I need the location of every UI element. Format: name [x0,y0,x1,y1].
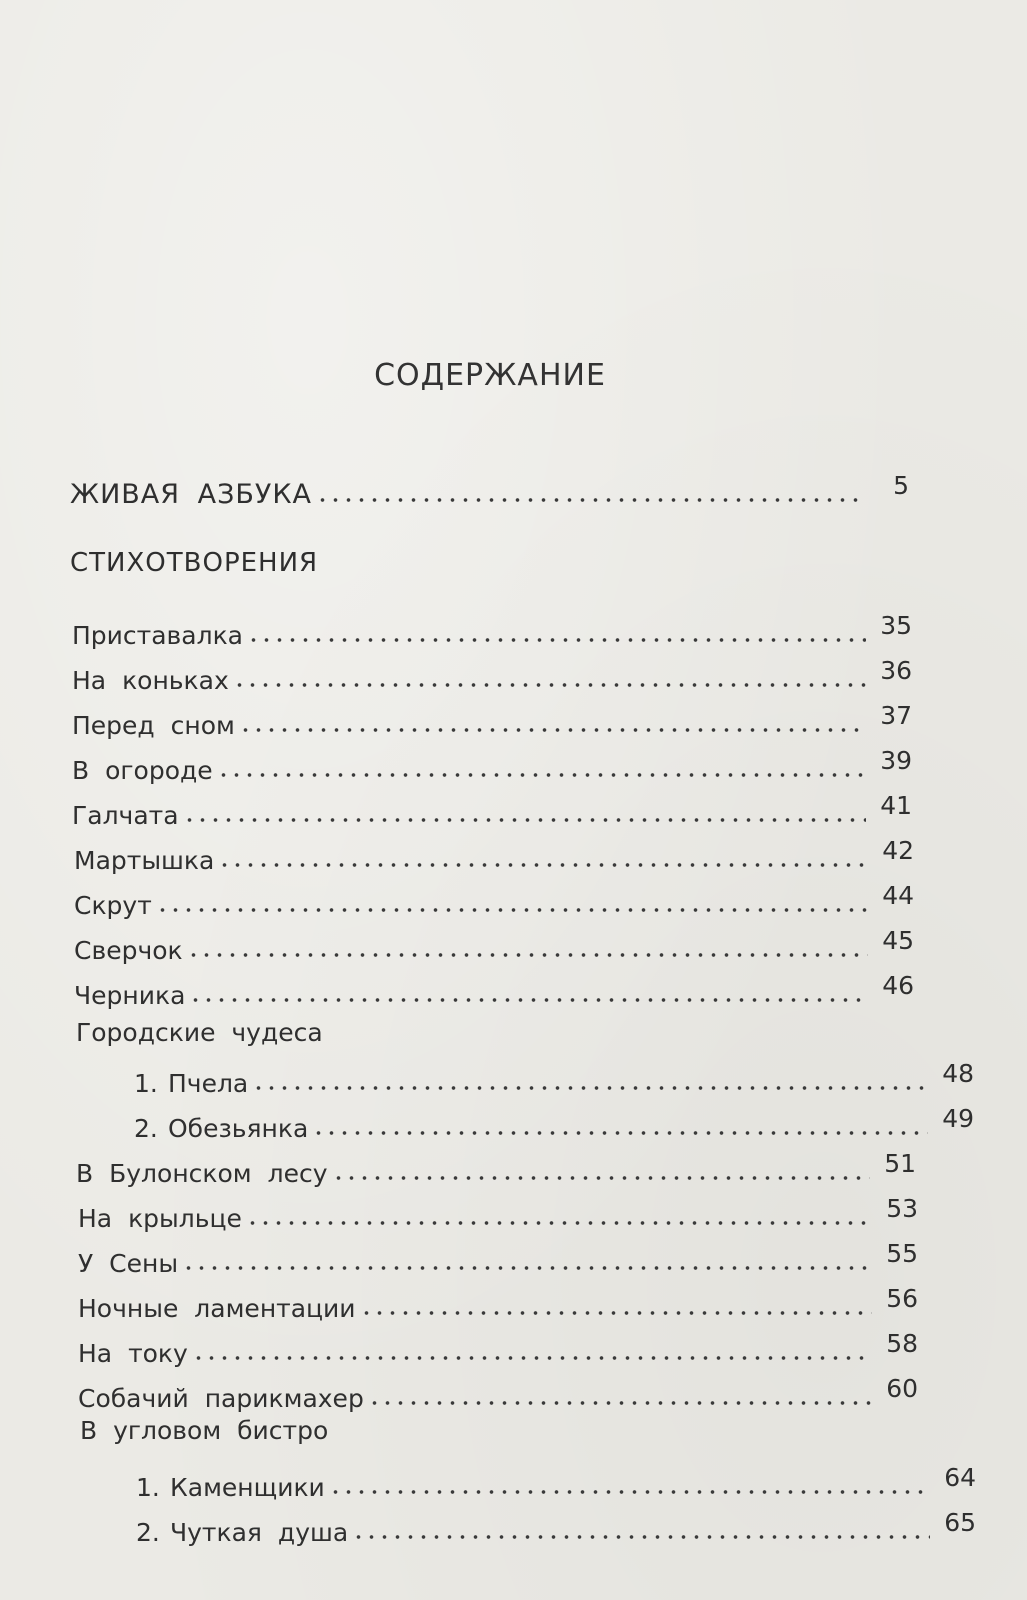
toc-subentry [76,1058,974,1098]
toc-entry-label: Сверчок [74,936,183,965]
toc-entry [72,700,912,740]
toc-entry-label: Скрут [74,891,152,920]
toc-subentry [78,1462,976,1502]
dot-leader [352,1534,930,1540]
toc-entry-label: В Булонском лесу [76,1159,328,1188]
toc-entry [74,925,914,965]
toc-entry [76,1148,916,1188]
toc-entry-page: 64 [944,1463,976,1492]
toc-entry-label: В огороде [72,756,213,785]
toc-entry-page: 41 [880,791,912,820]
dot-leader [247,637,866,643]
toc-entry-label: Приставалка [72,621,243,650]
dot-leader [183,817,866,823]
dot-leader [332,1175,870,1181]
toc-entry-zhivaya-azbuka [70,470,910,510]
section-heading: СТИХОТВОРЕНИЯ [70,548,319,578]
toc-entry-page: 42 [882,836,914,865]
dot-leader [217,772,866,778]
toc-group-title: В угловом бистро [80,1416,329,1445]
toc-entry-page: 44 [882,881,914,910]
dot-leader [360,1310,872,1316]
toc-entry-page: 45 [882,926,914,955]
toc-entry-page: 39 [880,746,912,775]
toc-entry-page: 55 [886,1239,918,1268]
toc-entry [78,1328,918,1368]
toc-entry-label: Собачий парикмахер [78,1384,364,1413]
toc-entry-label: На коньках [72,666,229,695]
dot-leader [189,997,868,1003]
toc-entry-page: 5 [893,471,910,500]
toc-entry [72,610,912,650]
toc-entry-page: 58 [886,1329,918,1358]
toc-entry-page: 35 [880,611,912,640]
toc-entry [78,1238,918,1278]
toc-entry-page: 65 [944,1508,976,1537]
toc-subentry-number: 2. [136,1518,160,1547]
dot-leader [192,1355,872,1361]
toc-entry [78,1283,918,1323]
toc-entry-label: Черника [74,981,186,1010]
dot-leader [233,682,866,688]
toc-entry [78,1373,918,1413]
toc-entry [72,790,912,830]
dot-leader [316,497,864,503]
dot-leader [182,1265,872,1271]
toc-subentry [76,1103,974,1143]
toc-entry-page: 53 [886,1194,918,1223]
dot-leader [239,727,866,733]
toc-entry [72,745,912,785]
toc-entry-page: 48 [942,1059,974,1088]
toc-entry-page: 60 [886,1374,918,1403]
toc-entry [72,655,912,695]
toc-entry [74,835,914,875]
toc-entry-label: Ночные ламентации [78,1294,356,1323]
dot-leader [187,952,868,958]
toc-subentry [78,1507,976,1547]
toc-entry-label: Мартышка [74,846,215,875]
dot-leader [329,1489,930,1495]
toc-entry-label: Обезьянка [168,1114,309,1143]
dot-leader [246,1220,872,1226]
toc-entry-label: Перед сном [72,711,235,740]
dot-leader [252,1085,928,1091]
toc-entry-page: 56 [886,1284,918,1313]
dot-leader [218,862,868,868]
dot-leader [368,1400,872,1406]
toc-entry-page: 37 [880,701,912,730]
toc-entry-label: Пчела [168,1069,249,1098]
toc-subentry-number: 1. [136,1473,160,1502]
toc-entry [74,970,914,1010]
dot-leader [156,907,868,913]
toc-entry-label: Чуткая душа [170,1518,349,1547]
toc-entry-page: 49 [942,1104,974,1133]
toc-entry-label: На крыльце [78,1204,242,1233]
toc-subentry-number: 2. [134,1114,158,1143]
dot-leader [312,1130,928,1136]
toc-group-title: Городские чудеса [76,1018,323,1047]
toc-entry-page: 46 [882,971,914,1000]
toc-entry-label: На току [78,1339,188,1368]
toc-subentry-number: 1. [134,1069,158,1098]
toc-entry [74,880,914,920]
toc-entry-label: У Сены [78,1249,179,1278]
toc-entry-page: 36 [880,656,912,685]
toc-entry-label: ЖИВАЯ АЗБУКА [70,479,313,510]
toc-entry-label: Галчата [72,801,179,830]
toc-entry [78,1193,918,1233]
toc-entry-page: 51 [884,1149,916,1178]
toc-entry-label: Каменщики [170,1473,325,1502]
page-title: СОДЕРЖАНИЕ [374,358,606,393]
